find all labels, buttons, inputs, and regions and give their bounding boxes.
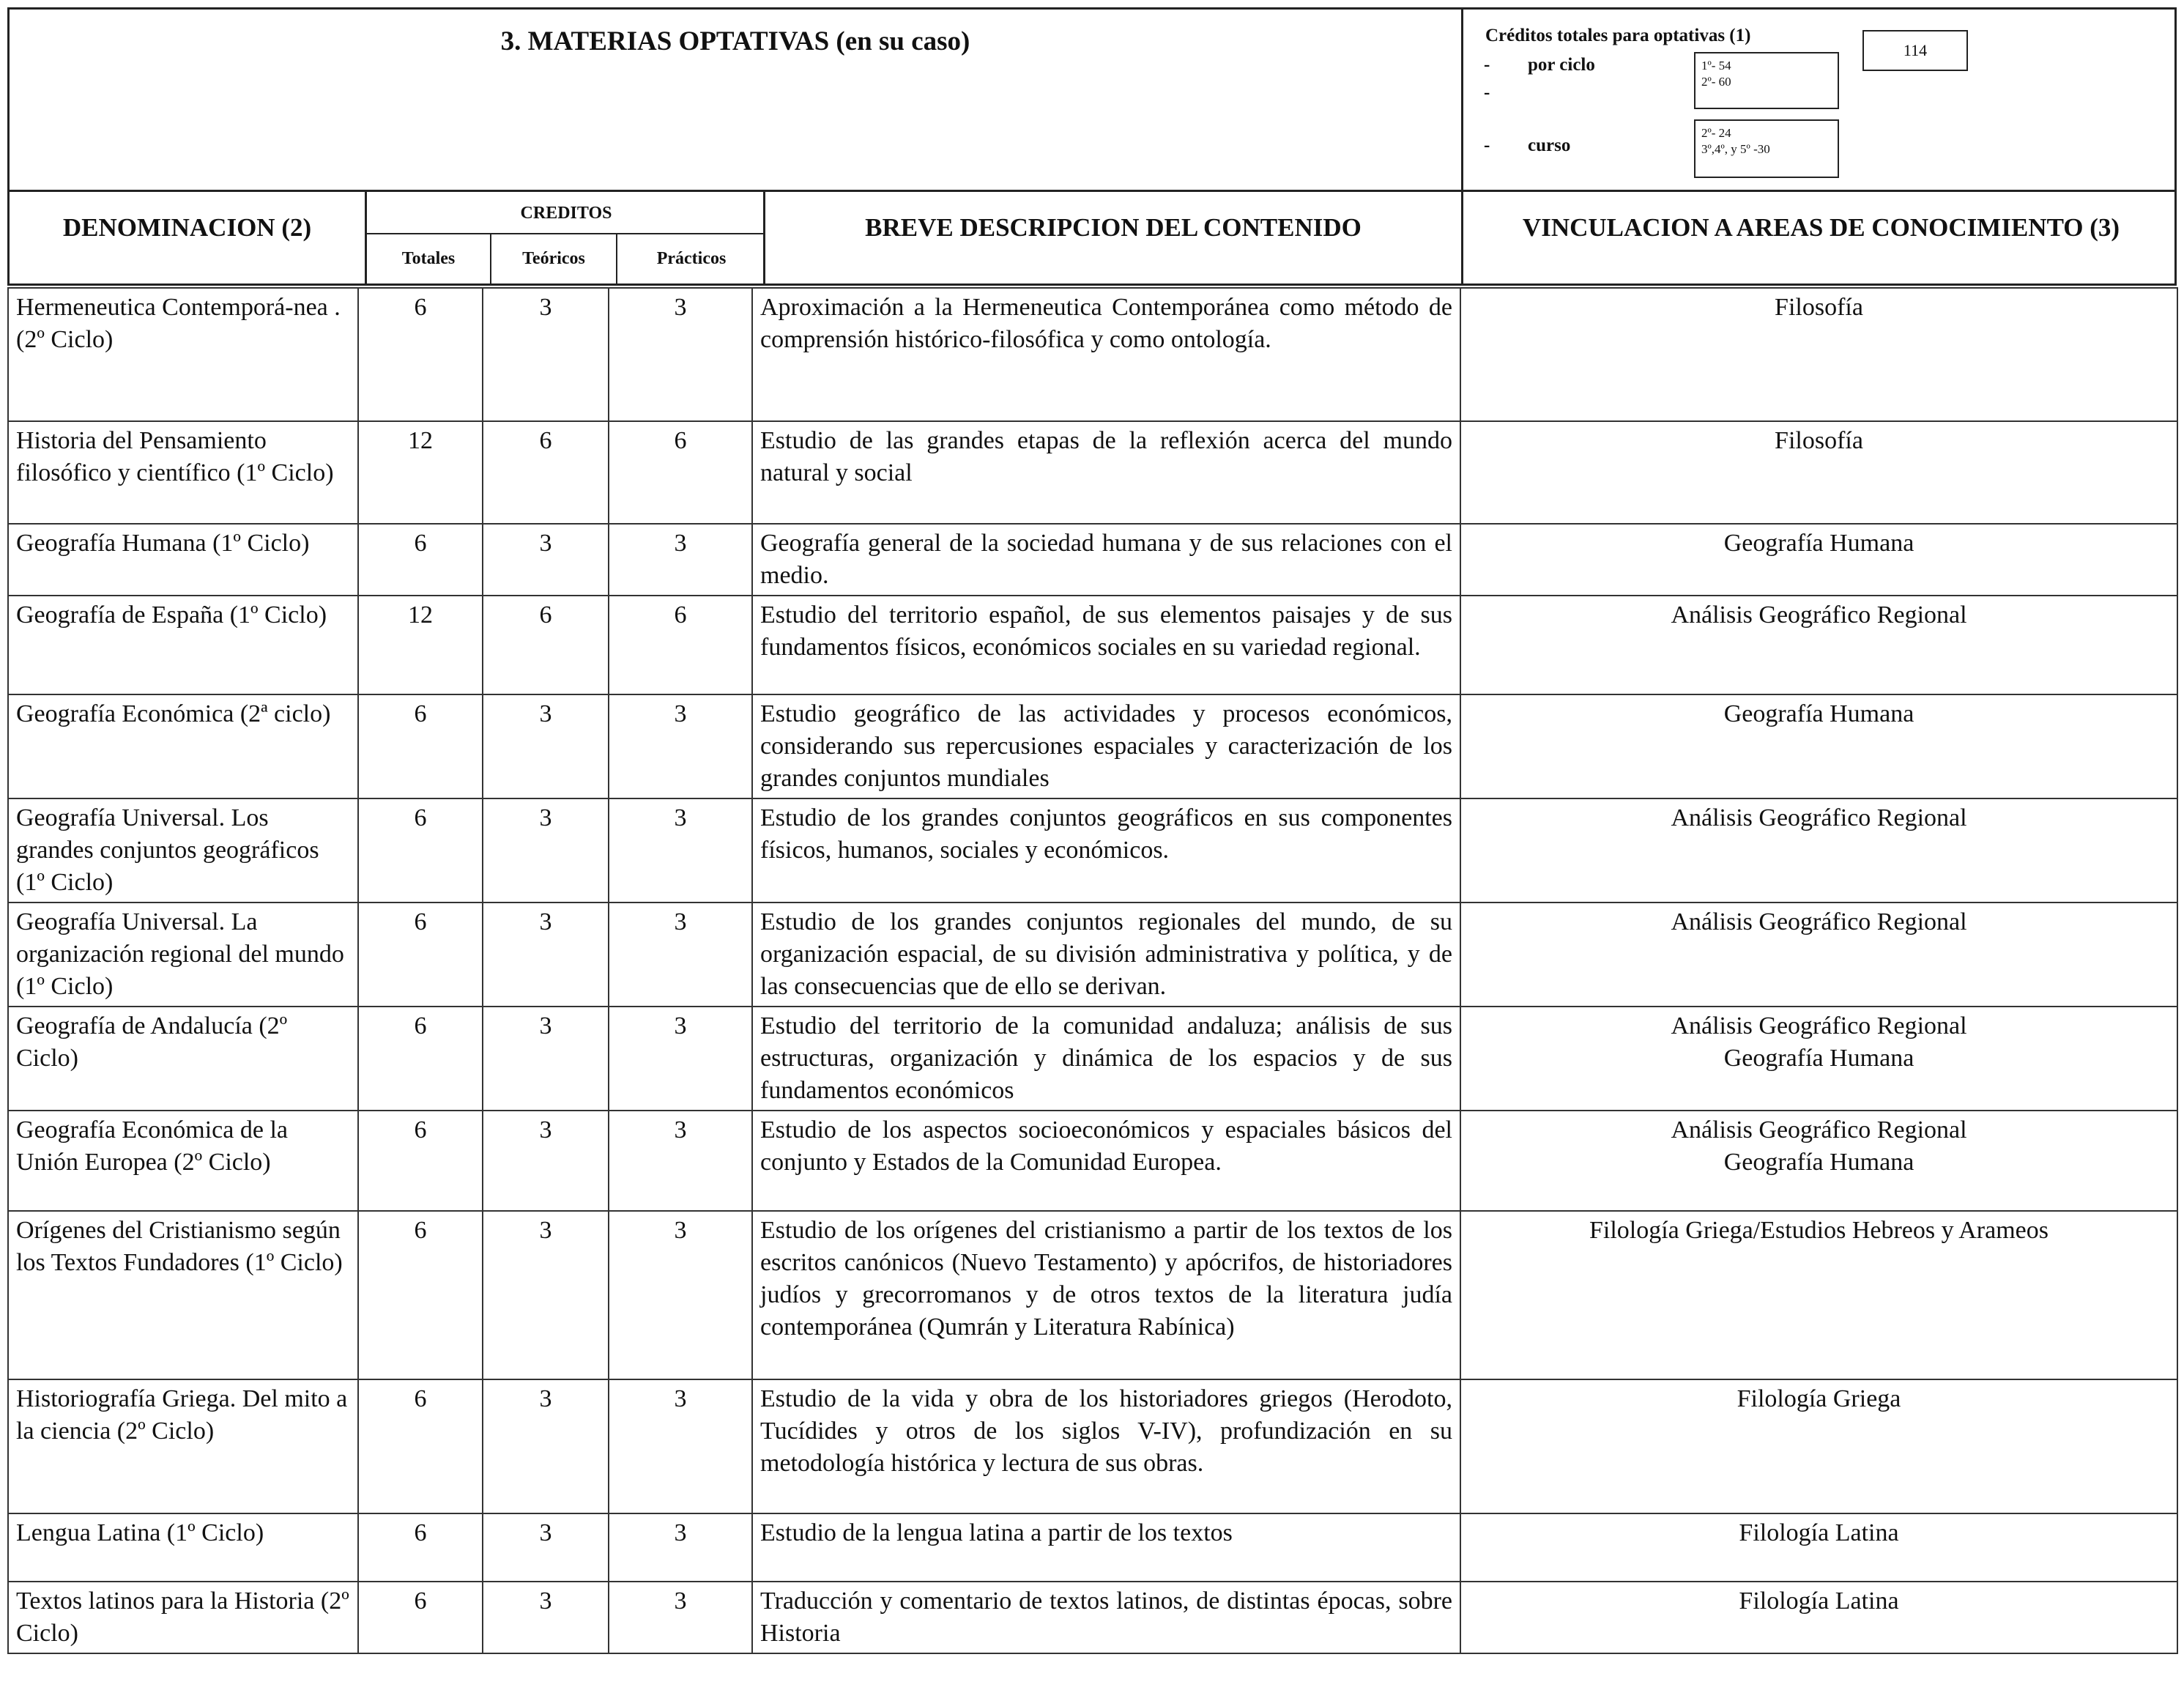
practicos-cell: 3 <box>609 1211 752 1379</box>
areas-cell <box>1460 596 2177 694</box>
totales-cell: 12 <box>358 596 483 694</box>
area-item: Geografía Humana <box>1723 1149 1914 1176</box>
area-item: Geografía Humana <box>1723 530 1914 557</box>
por-ciclo-value: 2º- 60 <box>1701 75 1731 89</box>
curso-row: - curso <box>1484 136 1571 155</box>
table-row <box>8 421 2177 524</box>
area-item: Filosofía <box>1775 294 1863 321</box>
areas-cell <box>1460 1513 2177 1582</box>
descripcion-cell: Estudio de los grandes conjuntos geográficos en sus componentes físicos, humanos, sociales y económicos. <box>752 798 1460 903</box>
column-header-row <box>7 192 2177 286</box>
totales-cell: 6 <box>358 1379 483 1513</box>
col-teoricos: Teóricos <box>491 234 617 286</box>
practicos-cell: 3 <box>609 288 752 421</box>
credits-title: Créditos totales para optativas (1) <box>1485 26 1751 45</box>
table-row <box>8 1211 2177 1379</box>
denominacion-cell: Geografía de España (1º Ciclo) <box>8 596 358 694</box>
header-block <box>7 7 2177 192</box>
descripcion-cell: Estudio de las grandes etapas de la reflexión acerca del mundo natural y social <box>752 421 1460 524</box>
teoricos-cell: 3 <box>483 1111 609 1211</box>
form-page <box>7 7 2177 286</box>
col-totales: Totales <box>367 234 491 286</box>
por-ciclo-box <box>1694 52 1839 109</box>
denominacion-cell: Geografía Económica (2ª ciclo) <box>8 694 358 798</box>
teoricos-cell: 3 <box>483 524 609 596</box>
areas-cell <box>1460 1379 2177 1513</box>
descripcion-cell: Estudio de los orígenes del cristianismo a partir de los textos de los escritos canónicos (Nuevo Testamento) y apócrifos, de historiadores judíos y grecorromanos y de otros textos de la literatura judía contemporánea (Qumrán y Literatura Rabínica) <box>752 1211 1460 1379</box>
descripcion-cell: Estudio de la lengua latina a partir de los textos <box>752 1513 1460 1582</box>
practicos-cell: 3 <box>609 1513 752 1582</box>
area-item: Filología Latina <box>1739 1519 1899 1546</box>
areas-cell <box>1460 903 2177 1007</box>
col-vinculacion: VINCULACION A AREAS DE CONOCIMIENTO (3) <box>1522 213 2120 242</box>
totales-cell: 6 <box>358 903 483 1007</box>
teoricos-cell: 3 <box>483 1513 609 1582</box>
section-title: 3. MATERIAS OPTATIVAS (en su caso) <box>10 10 1463 190</box>
areas-cell <box>1460 694 2177 798</box>
practicos-cell: 3 <box>609 1582 752 1653</box>
col-denominacion: DENOMINACION (2) <box>10 192 367 286</box>
table-row <box>8 1007 2177 1111</box>
practicos-cell: 3 <box>609 1379 752 1513</box>
descripcion-cell: Estudio de los grandes conjuntos regionales del mundo, de su organización espacial, de su división administrativa y política, y de las consecuencias que de ello se derivan. <box>752 903 1460 1007</box>
denominacion-cell: Geografía Universal. La organización regional del mundo (1º Ciclo) <box>8 903 358 1007</box>
teoricos-cell: 3 <box>483 694 609 798</box>
areas-cell <box>1460 524 2177 596</box>
table-row <box>8 1513 2177 1582</box>
curso-label: curso <box>1528 136 1571 155</box>
totales-cell: 6 <box>358 1007 483 1111</box>
area-item: Filología Griega/Estudios Hebreos y Arameos <box>1589 1217 2049 1244</box>
credits-total-box: 114 <box>1862 30 1968 71</box>
area-item: Análisis Geográfico Regional <box>1671 601 1967 629</box>
practicos-cell: 3 <box>609 1111 752 1211</box>
areas-cell <box>1460 288 2177 421</box>
areas-cell <box>1460 1111 2177 1211</box>
teoricos-cell: 3 <box>483 1211 609 1379</box>
table-row <box>8 903 2177 1007</box>
totales-cell: 6 <box>358 288 483 421</box>
table-row <box>8 1582 2177 1653</box>
teoricos-cell: 3 <box>483 1007 609 1111</box>
teoricos-cell: 3 <box>483 1582 609 1653</box>
totales-cell: 12 <box>358 421 483 524</box>
areas-cell <box>1460 421 2177 524</box>
curso-value: 3º,4º, y 5º -30 <box>1701 142 1770 156</box>
areas-cell <box>1460 1211 2177 1379</box>
totales-cell: 6 <box>358 798 483 903</box>
denominacion-cell: Geografía de Andalucía (2º Ciclo) <box>8 1007 358 1111</box>
table-row <box>8 288 2177 421</box>
area-item: Análisis Geográfico Regional <box>1671 1012 1967 1039</box>
teoricos-cell: 6 <box>483 596 609 694</box>
descripcion-cell: Estudio del territorio de la comunidad andaluza; análisis de sus estructuras, organización y dinámica de los espacios y de sus fundamentos económicos <box>752 1007 1460 1111</box>
descripcion-cell: Geografía general de la sociedad humana y de sus relaciones con el medio. <box>752 524 1460 596</box>
area-item: Análisis Geográfico Regional <box>1671 804 1967 831</box>
descripcion-cell: Aproximación a la Hermeneutica Contemporánea como método de comprensión histórico-filosófica y como ontología. <box>752 288 1460 421</box>
descripcion-cell: Estudio de la vida y obra de los historiadores griegos (Herodoto, Tucídides y otros de los siglos V-IV), profundización en su metodología histórica y lectura de sus obras. <box>752 1379 1460 1513</box>
table-row <box>8 524 2177 596</box>
teoricos-cell: 6 <box>483 421 609 524</box>
teoricos-cell: 3 <box>483 288 609 421</box>
subjects-table <box>7 287 2178 1654</box>
por-ciclo-row: - por ciclo <box>1484 55 1595 75</box>
por-ciclo-label: por ciclo <box>1528 55 1595 75</box>
area-item: Geografía Humana <box>1723 700 1914 727</box>
teoricos-cell: 3 <box>483 798 609 903</box>
totales-cell: 6 <box>358 1111 483 1211</box>
teoricos-cell: 3 <box>483 903 609 1007</box>
areas-cell <box>1460 1582 2177 1653</box>
denominacion-cell: Lengua Latina (1º Ciclo) <box>8 1513 358 1582</box>
practicos-cell: 3 <box>609 694 752 798</box>
col-creditos-label: CREDITOS <box>367 192 765 234</box>
practicos-cell: 6 <box>609 421 752 524</box>
teoricos-cell: 3 <box>483 1379 609 1513</box>
denominacion-cell: Historiografía Griega. Del mito a la ciencia (2º Ciclo) <box>8 1379 358 1513</box>
denominacion-cell: Geografía Universal. Los grandes conjuntos geográficos (1º Ciclo) <box>8 798 358 903</box>
totales-cell: 6 <box>358 1582 483 1653</box>
practicos-cell: 3 <box>609 1007 752 1111</box>
table-row <box>8 694 2177 798</box>
areas-cell <box>1460 798 2177 903</box>
practicos-cell: 3 <box>609 798 752 903</box>
area-item: Análisis Geográfico Regional <box>1671 1116 1967 1144</box>
denominacion-cell: Orígenes del Cristianismo según los Textos Fundadores (1º Ciclo) <box>8 1211 358 1379</box>
curso-box <box>1694 119 1839 178</box>
descripcion-cell: Estudio de los aspectos socioeconómicos y espaciales básicos del conjunto y Estados de la Comunidad Europea. <box>752 1111 1460 1211</box>
table-row <box>8 1379 2177 1513</box>
totales-cell: 6 <box>358 694 483 798</box>
denominacion-cell: Hermeneutica Contemporá-nea . (2º Ciclo) <box>8 288 358 421</box>
practicos-cell: 3 <box>609 903 752 1007</box>
area-item: Filosofía <box>1775 427 1863 454</box>
denominacion-cell: Historia del Pensamiento filosófico y científico (1º Ciclo) <box>8 421 358 524</box>
descripcion-cell: Estudio del territorio español, de sus elementos paisajes y de sus fundamentos físicos, económicos sociales en su variedad regional. <box>752 596 1460 694</box>
descripcion-cell: Traducción y comentario de textos latinos, de distintas épocas, sobre Historia <box>752 1582 1460 1653</box>
denominacion-cell: Geografía Humana (1º Ciclo) <box>8 524 358 596</box>
table-row <box>8 596 2177 694</box>
totales-cell: 6 <box>358 1513 483 1582</box>
areas-cell <box>1460 1007 2177 1111</box>
col-practicos: Prácticos <box>656 249 727 268</box>
denominacion-cell: Geografía Económica de la Unión Europea (2º Ciclo) <box>8 1111 358 1211</box>
curso-value: 2º- 24 <box>1701 126 1731 140</box>
totales-cell: 6 <box>358 524 483 596</box>
credits-panel: Créditos totales para optativas (1) 114 - por ciclo - 1º- 54 2º- 60 - curso 2º- 24 3º,4º, y 5º -30 <box>1463 10 2179 190</box>
denominacion-cell: Textos latinos para la Historia (2º Ciclo) <box>8 1582 358 1653</box>
descripcion-cell: Estudio geográfico de las actividades y procesos económicos, considerando sus repercusiones espaciales y caracterización de los grandes conjuntos mundiales <box>752 694 1460 798</box>
col-descripcion: BREVE DESCRIPCION DEL CONTENIDO <box>765 192 1463 286</box>
table-row <box>8 798 2177 903</box>
area-item: Filología Griega <box>1737 1385 1901 1412</box>
col-creditos <box>367 192 765 286</box>
totales-cell: 6 <box>358 1211 483 1379</box>
por-ciclo-value: 1º- 54 <box>1701 59 1731 73</box>
area-item: Filología Latina <box>1739 1587 1899 1615</box>
table-row <box>8 1111 2177 1211</box>
practicos-cell: 3 <box>609 524 752 596</box>
area-item: Geografía Humana <box>1723 1045 1914 1072</box>
practicos-cell: 6 <box>609 596 752 694</box>
area-item: Análisis Geográfico Regional <box>1671 908 1967 935</box>
